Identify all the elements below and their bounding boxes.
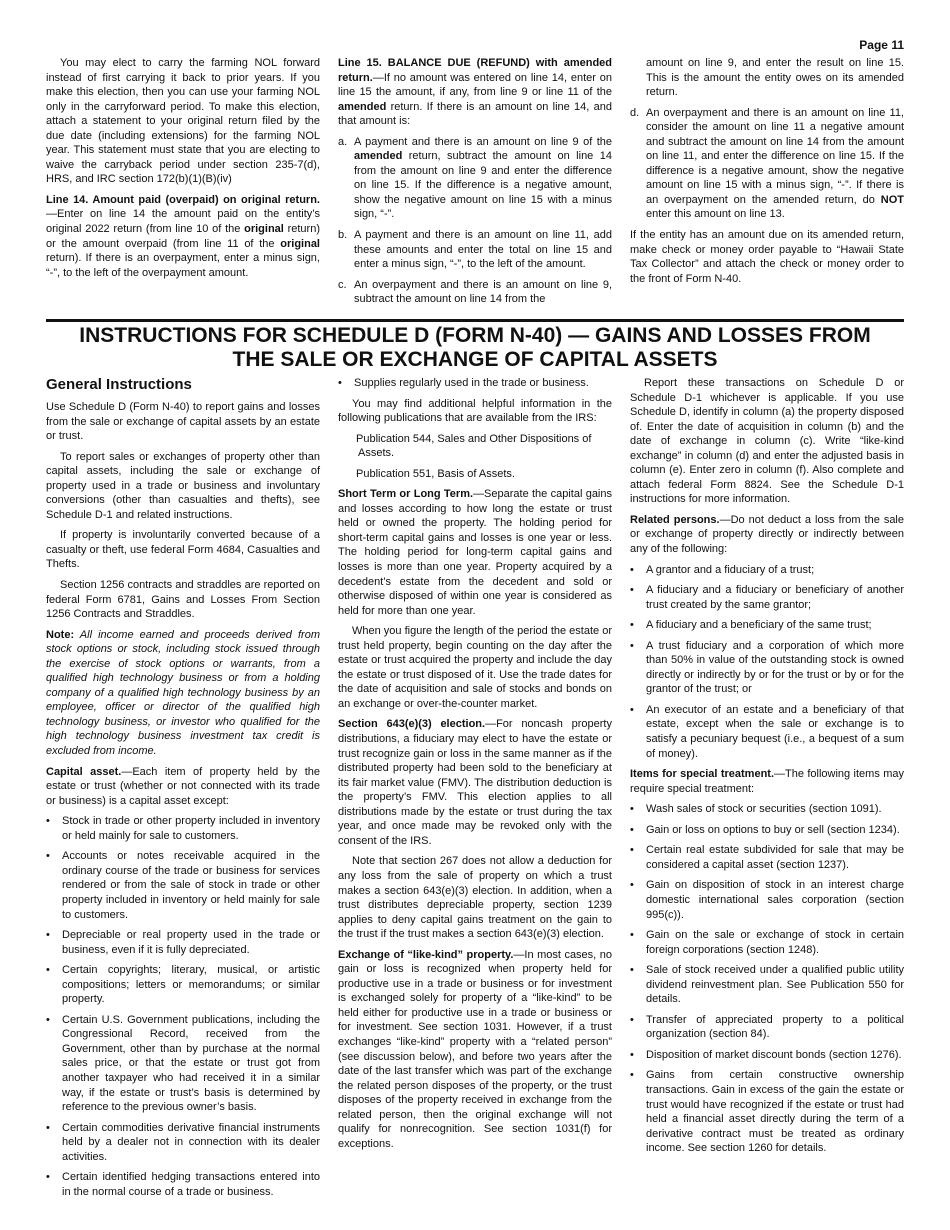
bullet-icon: • xyxy=(46,1121,50,1134)
bold-text: original xyxy=(244,223,284,236)
bullet-icon: • xyxy=(630,803,634,816)
title-line-2: THE SALE OR EXCHANGE OF CAPITAL ASSETS xyxy=(232,348,718,371)
text-run: Certain commodities derivative financial instruments held by a dealer not in connection with its dealer activities. xyxy=(62,1121,320,1163)
continued-instructions xyxy=(46,56,904,313)
list-item xyxy=(630,843,904,872)
text-run: Certain identified hedging transactions entered into in the normal course of a trade or business. xyxy=(62,1171,320,1198)
top-column-1 xyxy=(46,56,320,313)
bold-text: Section 643(e)(3) election. xyxy=(338,718,486,731)
bullet-icon: • xyxy=(630,639,634,652)
paragraph xyxy=(46,528,320,572)
text-run: Certain U.S. Government publications, including the Congressional Record, received from the Government, other than by purchase at the normal sales price, or that the estate or trust got from another taxpayer who had received it in a similar way, if the estate or trust’s basis is determined by reference to the previous owner’s basis. xyxy=(62,1013,320,1114)
text-run: A payment and there is an amount on line 9 of the xyxy=(354,135,612,148)
text-run: A trust fiduciary and a corporation of which more than 50% in value of the outstanding stock is owned directly or indirectly by or for the trust or by or for the grantor of the trust; or xyxy=(646,639,904,696)
list-item xyxy=(630,639,904,697)
paragraph xyxy=(338,56,612,129)
bullet-icon: • xyxy=(46,964,50,977)
bullet-icon: • xyxy=(630,563,634,576)
bottom-column-2 xyxy=(338,376,612,1205)
text-run: When you figure the length of the period the estate or trust held property, begin counting on the day after the estate or trust acquired the property and include the day the estate or trust disposed of it. Use the trade dates for the date of acquisition and sale of stocks and bonds on an exchange or over-the-counter market. xyxy=(338,625,612,710)
section-divider xyxy=(46,319,904,322)
list-marker: b. xyxy=(338,229,348,242)
list-item xyxy=(338,135,612,222)
list-item xyxy=(46,928,320,957)
list-item xyxy=(338,376,612,391)
text-run: —The following items may require special treatment: xyxy=(630,768,904,795)
list-item xyxy=(630,703,904,761)
text-run: A grantor and a fiduciary of a trust; xyxy=(646,563,815,576)
paragraph xyxy=(630,767,904,796)
bottom-column-3 xyxy=(630,376,904,1205)
paragraph xyxy=(630,513,904,557)
text-run: A fiduciary and a fiduciary or beneficiary of another trust created by the same grantor; xyxy=(646,584,904,611)
bottom-column-1 xyxy=(46,376,320,1205)
list-item xyxy=(338,228,612,272)
list-item xyxy=(46,814,320,843)
bullet-icon: • xyxy=(630,929,634,942)
text-run: An overpayment and there is an amount on line 9, subtract the amount on line 14 from the xyxy=(354,278,612,306)
top-column-2 xyxy=(338,56,612,313)
italic-text: All income earned and proceeds derived from stock options or stock, including stock issued through the exercise of stock options or warrants, from a qualified high technology business or from a holding company of a qualified high technology business by an employee, officer or director of the qualified high technology business, or investor who qualified for the high technology business investment tax credit is excluded from income. xyxy=(46,628,320,758)
list-item xyxy=(46,1170,320,1199)
bullet-icon: • xyxy=(630,703,634,716)
page-number: Page 11 xyxy=(859,38,904,52)
paragraph xyxy=(46,765,320,809)
publication-reference xyxy=(338,432,612,461)
bullet-icon: • xyxy=(46,850,50,863)
bold-text: original xyxy=(280,237,320,250)
paragraph xyxy=(338,948,612,1152)
text-run: return. If there is an amount on line 14, and that amount is: xyxy=(338,100,612,128)
text-run: Supplies regularly used in the trade or business. xyxy=(354,377,589,389)
list-marker: a. xyxy=(338,135,348,148)
text-run: Certain copyrights; literary, musical, or artistic compositions; letters or memorandums; or similar property. xyxy=(62,964,320,1006)
list-item xyxy=(46,849,320,922)
text-run: Section 1256 contracts and straddles are reported on federal Form 6781, Gains and Losses From Section 1256 Contracts and Straddles. xyxy=(46,579,320,621)
list-marker: d. xyxy=(630,106,640,119)
bullet-icon: • xyxy=(46,1171,50,1184)
paragraph xyxy=(46,400,320,444)
paragraph xyxy=(338,487,612,618)
list-item xyxy=(630,563,904,578)
text-run: Note that section 267 does not allow a deduction for any loss from the sale of property on which a trust makes a section 643(e)(3) election. In addition, when a trust distributes depreciable property, section 1239 applies to deny capital gains treatment on the gain to the trust if the trust makes a section 643(e)(3) election. xyxy=(338,855,612,941)
text-run: Gain on disposition of stock in an interest charge domestic international sales corporation (section 995(c)). xyxy=(646,879,904,921)
text-run: —For noncash property distributions, a fiduciary may elect to have the estate or trust recognize gain or loss in the same manner as if the distributed property had been sold to the beneficiary at its fair market value (FMV). The distribution deduction is the property’s FMV. This election applies to all distributions made by the estate or trust during the tax year, and once made may be revoked only with the consent of the IRS. xyxy=(338,718,612,847)
paragraph xyxy=(630,376,904,507)
text-run: You may find additional helpful information in the following publications that are available from the IRS: xyxy=(338,397,612,425)
text-run: You may elect to carry the farming NOL forward instead of first carrying it back to prior years. If you make this election, then you can use your farming NOL only in the carryforward period. To make this election, attach a statement to your original return filed by the due date (including extensions) for the farming NOL year. This statement must state that you are electing to waive the carryback period under section 235-7(d), HRS, and IRC section 172(b)(1)(B)(iv) xyxy=(46,57,320,186)
text-run: Wash sales of stock or securities (section 1091). xyxy=(646,803,882,816)
bullet-icon: • xyxy=(630,823,634,836)
bullet-icon: • xyxy=(630,844,634,857)
bold-text: Note: xyxy=(46,628,75,641)
publication-reference xyxy=(338,467,612,482)
text-run: Publication 551, Basis of Assets. xyxy=(356,467,515,480)
bold-text: Short Term or Long Term. xyxy=(338,488,474,501)
text-run: amount on line 9, and enter the result on line 15. This is the amount the entity owes on its amended return. xyxy=(646,57,904,99)
list-item xyxy=(46,1013,320,1115)
text-run: —In most cases, no gain or loss is recognized when property held for productive use in a trade or business or for investment is exchanged solely for property of a “like-kind” to be held either for productive use in a trade or business or for investment. See section 1031. However, if a trust exchanges “like-kind” property with a “related person” (see discussion below), and before two years after the date of the last transfer which was part of the exchange the related person disposes of the property, or the trust disposes of the property received in exchange from the related person, then the original exchange will not qualify for nonrecognition. See section 1031(f) for exceptions. xyxy=(338,948,612,1150)
text-run: Depreciable or real property used in the trade or business, even if it is fully depreciated. xyxy=(62,929,320,956)
paragraph xyxy=(46,193,320,280)
text-run: A fiduciary and a beneficiary of the same trust; xyxy=(646,619,872,632)
text-run: Publication 544, Sales and Other Dispositions of Assets. xyxy=(356,432,592,460)
list-item xyxy=(630,583,904,612)
text-run: —If no amount was entered on line 14, enter on line 15 the amount, if any, from line 9 or line 11 of the xyxy=(338,71,612,99)
bullet-icon: • xyxy=(46,929,50,942)
text-run: Use Schedule D (Form N-40) to report gains and losses from the sale or exchange of capital assets by an estate or trust. xyxy=(46,401,320,443)
text-run: Gains from certain constructive ownership transactions. Gain in excess of the gain the estate or trust would have recognized if the estate or trust had held a financial asset directly during the term of a derivative contract must be treated as ordinary income. See section 1260 for details. xyxy=(646,1069,904,1155)
text-run: Accounts or notes receivable acquired in the ordinary course of the trade or business for services rendered or from the sale of stock in trade or other property included in inventory or held mainly for sale to customers. xyxy=(62,850,320,921)
paragraph xyxy=(46,450,320,523)
bullet-icon: • xyxy=(630,879,634,892)
list-item xyxy=(630,1013,904,1042)
paragraph xyxy=(46,628,320,759)
text-run: —Each item of property held by the estate or trust (whether or not connected with its trade or business) is a capital asset except: xyxy=(46,765,320,807)
top-column-3 xyxy=(630,56,904,313)
list-item xyxy=(630,823,904,838)
text-run: Report these transactions on Schedule D or Schedule D-1 whichever is applicable. If you use Schedule D, identify in column (a) the property disposed of. Enter the date of acquisition in column (b) and the date of exchange in column (c). Write “like-kind exchange” in column (d) and enter the adjusted basis in column (e). Enter zero in column (f). Also complete and attach federal Form 8824. See the Schedule D-1 instructions for more information. xyxy=(630,377,904,506)
paragraph xyxy=(46,56,320,187)
bullet-icon: • xyxy=(630,1013,634,1026)
bullet-icon: • xyxy=(46,815,50,828)
section-heading xyxy=(46,376,320,394)
bullet-icon: • xyxy=(630,584,634,597)
bold-text: amended xyxy=(338,100,387,113)
bold-text: Capital asset. xyxy=(46,765,122,778)
paragraph xyxy=(338,397,612,426)
paragraph xyxy=(338,854,612,941)
paragraph xyxy=(630,228,904,286)
bullet-icon: • xyxy=(46,1013,50,1026)
list-item xyxy=(630,1048,904,1063)
bold-text: NOT xyxy=(880,193,904,206)
list-item xyxy=(338,278,612,307)
bold-text: Line 14. Amount paid (overpaid) on original return. xyxy=(46,193,320,206)
list-marker: c. xyxy=(338,278,347,291)
bold-text: Line 15. BALANCE DUE (REFUND) with amended return. xyxy=(338,57,612,84)
list-item xyxy=(630,928,904,957)
text-run: A payment and there is an amount on line 11, add these amounts and enter the total on line 15 and enter a minus sign, “-”, to the left of the amount. xyxy=(354,229,612,271)
text-run: —Separate the capital gains and losses according to how long the estate or trust held or owned the property. The holding period for short-term capital gains and losses is one year or less. The holding period for long-term capital gains and losses is more than one year. Property acquired by a decedent’s estate from the decedent and sold or otherwise disposed of within one year is considered as held for more than one year. xyxy=(338,488,612,617)
list-item xyxy=(46,963,320,1007)
list-item xyxy=(630,878,904,922)
text-run: Transfer of appreciated property to a political organization (section 84). xyxy=(646,1013,904,1041)
list-item xyxy=(46,1121,320,1165)
bold-text: Items for special treatment. xyxy=(630,768,775,781)
text-run: Sale of stock received under a qualified public utility dividend reinvestment plan. See Publication 550 for details. xyxy=(646,964,904,1006)
text-run: —Enter on line 14 the amount paid on the entity’s original 2022 return (from line 10 of the xyxy=(46,208,320,236)
text-run: return). If there is an overpayment, enter a minus sign, “-”, to the left of the overpayment amount. xyxy=(46,252,320,279)
text-run: If property is involuntarily converted because of a casualty or theft, use federal Form 4684, Casualties and Thefts. xyxy=(46,529,320,571)
list-item xyxy=(630,106,904,222)
text-run: enter this amount on line 13. xyxy=(646,208,785,221)
bullet-icon: • xyxy=(630,1069,634,1082)
text-run: return, subtract the amount on line 14 from the amount on line 9 and enter the difference on line 15. If the difference is a negative amount, show the negative amount on line 15 with a minus sign, “-”. xyxy=(354,150,612,221)
schedule-d-title xyxy=(46,324,904,372)
bullet-icon: • xyxy=(630,964,634,977)
text-run: To report sales or exchanges of property other than capital assets, including the sale or exchange of property used in a trade or business and involuntary conversions (other than casualties and thefts), see Schedule D-1 and related instructions. xyxy=(46,450,320,521)
title-line-1: INSTRUCTIONS FOR SCHEDULE D (FORM N-40) — GAINS AND LOSSES FROM xyxy=(79,324,871,347)
bold-text: Exchange of “like-kind” property. xyxy=(338,948,514,961)
text-run: return) or the amount overpaid (from line 11 of the xyxy=(46,223,320,250)
list-item xyxy=(630,56,904,100)
text-run: Disposition of market discount bonds (section 1276). xyxy=(646,1048,902,1061)
paragraph xyxy=(338,624,612,711)
text-run: An overpayment and there is an amount on line 11, consider the amount on line 11 a negative amount and subtract the amount on line 14 from the amount on line 11, and enter the difference on line 15. If the difference is a negative amount, show the negative amount on line 15 with a minus sign, “-”. If there is an overpayment on the amended return, do xyxy=(646,106,904,206)
schedule-d-instructions xyxy=(46,376,904,1205)
bold-text: amended xyxy=(354,150,403,163)
text-run: —Do not deduct a loss from the sale or exchange of property directly or indirectly between any of the following: xyxy=(630,513,904,556)
list-item xyxy=(630,802,904,817)
bullet-icon: • xyxy=(338,377,342,389)
text-run: If the entity has an amount due on its amended return, make check or money order payable to “Hawaii State Tax Collector” and attach the check or money order to the front of Form N-40. xyxy=(630,229,904,285)
list-item xyxy=(630,1068,904,1155)
text-run: Gain or loss on options to buy or sell (section 1234). xyxy=(646,823,900,836)
text-run: Certain real estate subdivided for sale that may be considered a capital asset (section 1237). xyxy=(646,844,904,871)
text-run: General Instructions xyxy=(46,376,192,393)
text-run: Stock in trade or other property included in inventory or held mainly for sale to customers. xyxy=(62,815,320,842)
bullet-icon: • xyxy=(630,1048,634,1061)
bullet-icon: • xyxy=(630,619,634,632)
paragraph xyxy=(46,578,320,622)
list-item xyxy=(630,618,904,633)
text-run: Gain on the sale or exchange of stock in certain foreign corporations (section 1248). xyxy=(646,929,904,956)
bold-text: Related persons. xyxy=(630,513,720,526)
paragraph xyxy=(338,717,612,848)
text-run: An executor of an estate and a beneficiary of that estate, except when the sale or exchange is to satisfy a pecuniary bequest (i.e., a bequest of a sum of money). xyxy=(646,703,904,760)
list-item xyxy=(630,963,904,1007)
